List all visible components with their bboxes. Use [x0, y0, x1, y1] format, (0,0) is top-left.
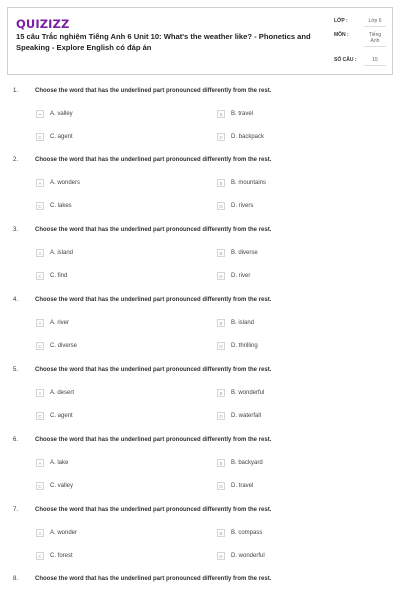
- option-letter-box[interactable]: A: [36, 389, 44, 397]
- option-text: B. diverse: [231, 250, 258, 256]
- option-letter-box[interactable]: A: [36, 319, 44, 327]
- option-text: B. travel: [231, 111, 254, 117]
- option-letter-box[interactable]: B: [217, 389, 225, 397]
- question-number: 4.: [13, 297, 19, 303]
- option-c[interactable]: [36, 272, 67, 280]
- option-a[interactable]: [36, 459, 68, 467]
- option-text: D. rivers: [231, 203, 254, 209]
- option-a[interactable]: [36, 389, 74, 397]
- option-a[interactable]: [36, 319, 69, 327]
- option-b[interactable]: [217, 249, 258, 257]
- option-letter-box[interactable]: D: [217, 133, 225, 141]
- option-letter-box[interactable]: A: [36, 459, 44, 467]
- question-number: 1.: [13, 88, 19, 94]
- question-text: Choose the word that has the underlined part pronounced differently from the rest.: [35, 576, 272, 582]
- option-d[interactable]: [217, 133, 264, 141]
- option-b[interactable]: [217, 179, 266, 187]
- option-c[interactable]: [36, 412, 73, 420]
- option-letter-box[interactable]: B: [217, 179, 225, 187]
- option-text: B. compass: [231, 530, 263, 536]
- option-letter-box[interactable]: C: [36, 272, 44, 280]
- option-letter-box[interactable]: C: [36, 202, 44, 210]
- option-c[interactable]: [36, 342, 77, 350]
- option-letter-box[interactable]: C: [36, 133, 44, 141]
- option-letter-box[interactable]: C: [36, 412, 44, 420]
- option-letter-box[interactable]: D: [217, 482, 225, 490]
- option-b[interactable]: [217, 110, 253, 118]
- option-d[interactable]: [217, 272, 250, 280]
- option-letter-box[interactable]: D: [217, 552, 225, 560]
- option-text: D. waterfall: [231, 413, 262, 419]
- option-letter-box[interactable]: A: [36, 179, 44, 187]
- option-text: C. diverse: [50, 343, 78, 349]
- quizizz-logo: QUIZIZZ: [16, 17, 70, 31]
- question-text: Choose the word that has the underlined part pronounced differently from the rest.: [35, 227, 272, 233]
- class-label: LỚP :: [334, 18, 348, 24]
- question-text: Choose the word that has the underlined part pronounced differently from the rest.: [35, 88, 272, 94]
- option-text: D. travel: [231, 483, 254, 489]
- option-a[interactable]: [36, 179, 80, 187]
- option-letter-box[interactable]: A: [36, 529, 44, 537]
- option-text: A. island: [50, 250, 74, 256]
- option-b[interactable]: [217, 389, 264, 397]
- option-letter-box[interactable]: B: [217, 459, 225, 467]
- option-c[interactable]: [36, 482, 73, 490]
- option-letter-box[interactable]: A: [36, 110, 44, 118]
- option-b[interactable]: [217, 459, 263, 467]
- option-letter-box[interactable]: D: [217, 202, 225, 210]
- question-number: 6.: [13, 437, 19, 443]
- option-c[interactable]: [36, 202, 72, 210]
- option-text: C. agent: [50, 413, 73, 419]
- option-letter-box[interactable]: B: [217, 249, 225, 257]
- option-b[interactable]: [217, 319, 254, 327]
- option-text: A. desert: [50, 390, 75, 396]
- subject-label: MÔN :: [334, 32, 349, 38]
- option-letter-box[interactable]: D: [217, 342, 225, 350]
- option-text: B. wonderful: [231, 390, 265, 396]
- worksheet-title: 15 câu Trắc nghiệm Tiếng Anh 6 Unit 10: What's the weather like? - Phonetics and Speaking - Explore English có đáp án: [16, 32, 311, 52]
- option-b[interactable]: [217, 529, 262, 537]
- option-text: D. thrilling: [231, 343, 258, 349]
- option-a[interactable]: [36, 249, 73, 257]
- question-number: 5.: [13, 367, 19, 373]
- option-d[interactable]: [217, 412, 261, 420]
- option-c[interactable]: [36, 552, 73, 560]
- option-text: C. lakes: [50, 203, 72, 209]
- option-a[interactable]: [36, 110, 73, 118]
- option-text: C. agent: [50, 134, 73, 140]
- option-text: B. mountains: [231, 180, 267, 186]
- option-text: A. lake: [50, 460, 69, 466]
- option-letter-box[interactable]: C: [36, 552, 44, 560]
- option-letter-box[interactable]: D: [217, 272, 225, 280]
- option-letter-box[interactable]: B: [217, 529, 225, 537]
- option-letter-box[interactable]: B: [217, 110, 225, 118]
- option-c[interactable]: [36, 133, 73, 141]
- question-text: Choose the word that has the underlined part pronounced differently from the rest.: [35, 157, 272, 163]
- option-d[interactable]: [217, 202, 253, 210]
- question-number: 8.: [13, 576, 19, 582]
- option-d[interactable]: [217, 552, 265, 560]
- option-letter-box[interactable]: A: [36, 249, 44, 257]
- question-text: Choose the word that has the underlined part pronounced differently from the rest.: [35, 367, 272, 373]
- count-value: 15: [364, 57, 386, 66]
- option-letter-box[interactable]: D: [217, 412, 225, 420]
- option-text: C. valley: [50, 483, 74, 489]
- option-text: A. wonder: [50, 530, 78, 536]
- option-letter-box[interactable]: C: [36, 482, 44, 490]
- question-text: Choose the word that has the underlined part pronounced differently from the rest.: [35, 437, 272, 443]
- option-d[interactable]: [217, 342, 258, 350]
- option-text: D. river: [231, 273, 251, 279]
- question-text: Choose the word that has the underlined part pronounced differently from the rest.: [35, 297, 272, 303]
- question-number: 3.: [13, 227, 19, 233]
- count-label: SỐ CÂU :: [334, 57, 357, 63]
- question-number: 7.: [13, 507, 19, 513]
- option-letter-box[interactable]: C: [36, 342, 44, 350]
- option-text: A. valley: [50, 111, 73, 117]
- option-text: B. island: [231, 320, 255, 326]
- subject-value: Tiếng Anh: [364, 32, 386, 47]
- option-d[interactable]: [217, 482, 253, 490]
- worksheet-header: [7, 7, 393, 75]
- option-text: A. river: [50, 320, 70, 326]
- option-letter-box[interactable]: B: [217, 319, 225, 327]
- option-text: D. backpack: [231, 134, 265, 140]
- option-text: B. backyard: [231, 460, 263, 466]
- question-text: Choose the word that has the underlined part pronounced differently from the rest.: [35, 507, 272, 513]
- question-number: 2.: [13, 157, 19, 163]
- option-text: C. forest: [50, 553, 73, 559]
- option-a[interactable]: [36, 529, 77, 537]
- option-text: A. wonders: [50, 180, 81, 186]
- option-text: C. find: [50, 273, 68, 279]
- class-value: Lớp 6: [364, 18, 386, 27]
- option-text: D. wonderful: [231, 553, 265, 559]
